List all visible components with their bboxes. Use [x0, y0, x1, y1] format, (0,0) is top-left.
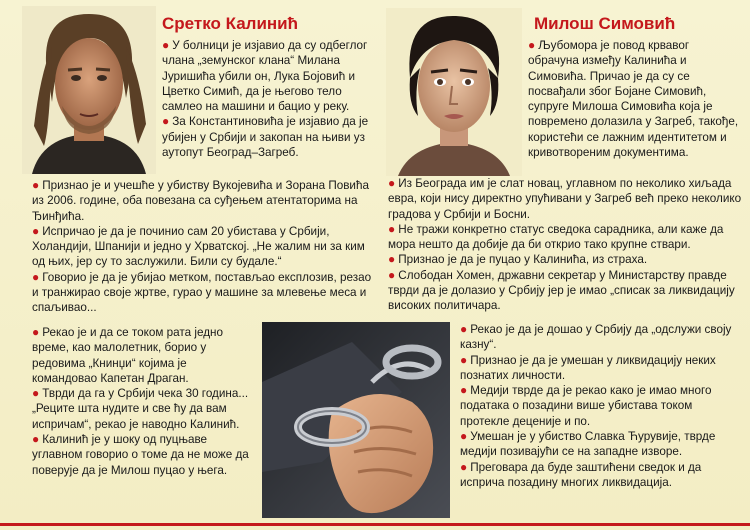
handcuffs-photo [262, 322, 450, 518]
kalinic-bullet-4: ● Испричао је да је починио сам 20 убистава у Србији, Холандији, Шпанији и једно у Хрватској. „Не жалим ни за ким од њих, јер су то заслужили. Били су будале.“ [32, 223, 365, 269]
kalinic-bullets-top [162, 38, 374, 160]
bullet-dot-icon: ● [162, 114, 170, 129]
kalinic-bullet-7: ● Тврди да га у Србији чека 30 година... „Реците шта нудите и све ћу да вам испричам“, рекао је наводно Калинић. [32, 386, 249, 431]
bullet-dot-icon: ● [32, 386, 40, 401]
simovic-bullet-9: ● Умешан је у убиство Славка Ћурувије, тврде медији позивајући се на западне изворе. [460, 429, 716, 459]
kalinic-bullet-1: ● У болници је изјавио да су одбеглог члана „земунског клана“ Милана Јуришића убили он, Лука Бојовић и Цветко Симић, да је његово тело самлео на машини и бацио у реку. [162, 38, 368, 114]
simovic-portrait-icon [386, 8, 522, 176]
simovic-bullet-4: ● Признао је да је пуцао у Калинића, из страха. [388, 252, 648, 267]
bullet-dot-icon: ● [460, 352, 468, 367]
bullet-dot-icon: ● [460, 322, 468, 336]
bullet-dot-icon: ● [388, 267, 396, 282]
kalinic-bullets-middle [32, 178, 372, 316]
bullet-dot-icon: ● [32, 325, 40, 339]
simovic-bullet-2: ● Из Београда им је слат новац, углавном по неколико хиљада евра, који нису директно упућивани у Загреб већ преко неколико градова у Србији и Босни. [388, 176, 742, 221]
simovic-bullet-1: ● Љубоморa је повод крвавог обрачуна између Калинића и Симовића. Причао је да су се посвађали због Бојане Симовић, супруге Милоша Симовића која је повремено долазила у Загреб, такође, користећи се лажним идентитетом и кривотвореним документима. [528, 38, 739, 160]
bullet-dot-icon: ● [32, 269, 40, 284]
simovic-name: Милош Симовић [534, 14, 676, 33]
simovic-bullet-5: ● Слободан Хомен, државни секретар у Министарству правде тврди да је долазио у Србију јер је имао „списак за ликвидацију високих политичара. [388, 267, 735, 313]
kalinic-photo [22, 6, 156, 174]
bullet-dot-icon: ● [460, 459, 468, 474]
bullet-dot-icon: ● [388, 176, 396, 190]
bullet-dot-icon: ● [460, 429, 468, 444]
bottom-rule [0, 523, 750, 526]
bullet-dot-icon: ● [388, 252, 396, 267]
simovic-bullet-8: ● Медији тврде да је рекао како је имао много података о позадини више убистава током протекле деценије и по. [460, 383, 712, 428]
bullet-dot-icon: ● [162, 38, 170, 52]
simovic-bullets-bottom [460, 322, 742, 490]
handcuffs-icon [262, 322, 450, 518]
kalinic-name: Сретко Калинић [162, 14, 298, 33]
bullet-dot-icon: ● [32, 223, 40, 238]
kalinic-bullet-2: ● За Константиновића је изјавио да је убијен у Србији и закопан на њиви уз аутопут Београд–Загреб. [162, 114, 369, 160]
bullet-dot-icon: ● [528, 38, 536, 52]
kalinic-bullet-8: ● Калинић је у шоку од пуцњаве углавном говорио о томе да не може да поверује да је Милош пуцао у њега. [32, 432, 249, 477]
kalinic-bullet-5: ● Говорио је да је убијао метком, постављао експлозив, резао и транжирао своје жртве, гурао у машине за млевење меса и спаљивао... [32, 269, 372, 315]
bullet-dot-icon: ● [32, 432, 40, 447]
bullet-dot-icon: ● [32, 178, 40, 192]
kalinic-bullet-6: ● Рекао је и да се током рата једно време, као малолетник, борио у редовима „Книнџи“ којима је командовао Капетан Драган. [32, 325, 224, 385]
simovic-bullets-top [528, 38, 740, 160]
bullet-dot-icon: ● [388, 221, 396, 236]
kalinic-bullets-bottom [32, 325, 254, 478]
simovic-bullet-7: ● Признао је да је умешан у ликвидацију неких познатих личности. [460, 352, 716, 382]
simovic-photo [386, 8, 522, 176]
kalinic-bullet-3: ● Признао је и учешће у убиству Вукојевића и Зорана Повића из 2006. године, оба повезана са суђењем атентаторима на Ђинђића. [32, 178, 369, 223]
simovic-bullet-3: ● Не тражи конкретно статус сведока сарадника, али каже да мора нешто да добије да би открио тако крупне ствари. [388, 221, 724, 252]
simovic-bullets-middle [388, 176, 742, 314]
simovic-bullet-10: ● Преговара да буде заштићени сведок и да исприча позадину многих ликвидација. [460, 459, 702, 489]
bullet-dot-icon: ● [460, 383, 468, 398]
simovic-bullet-6: ● Рекао је да је дошао у Србију да „одслужи своју казну“. [460, 322, 732, 352]
kalinic-portrait-icon [22, 6, 156, 174]
